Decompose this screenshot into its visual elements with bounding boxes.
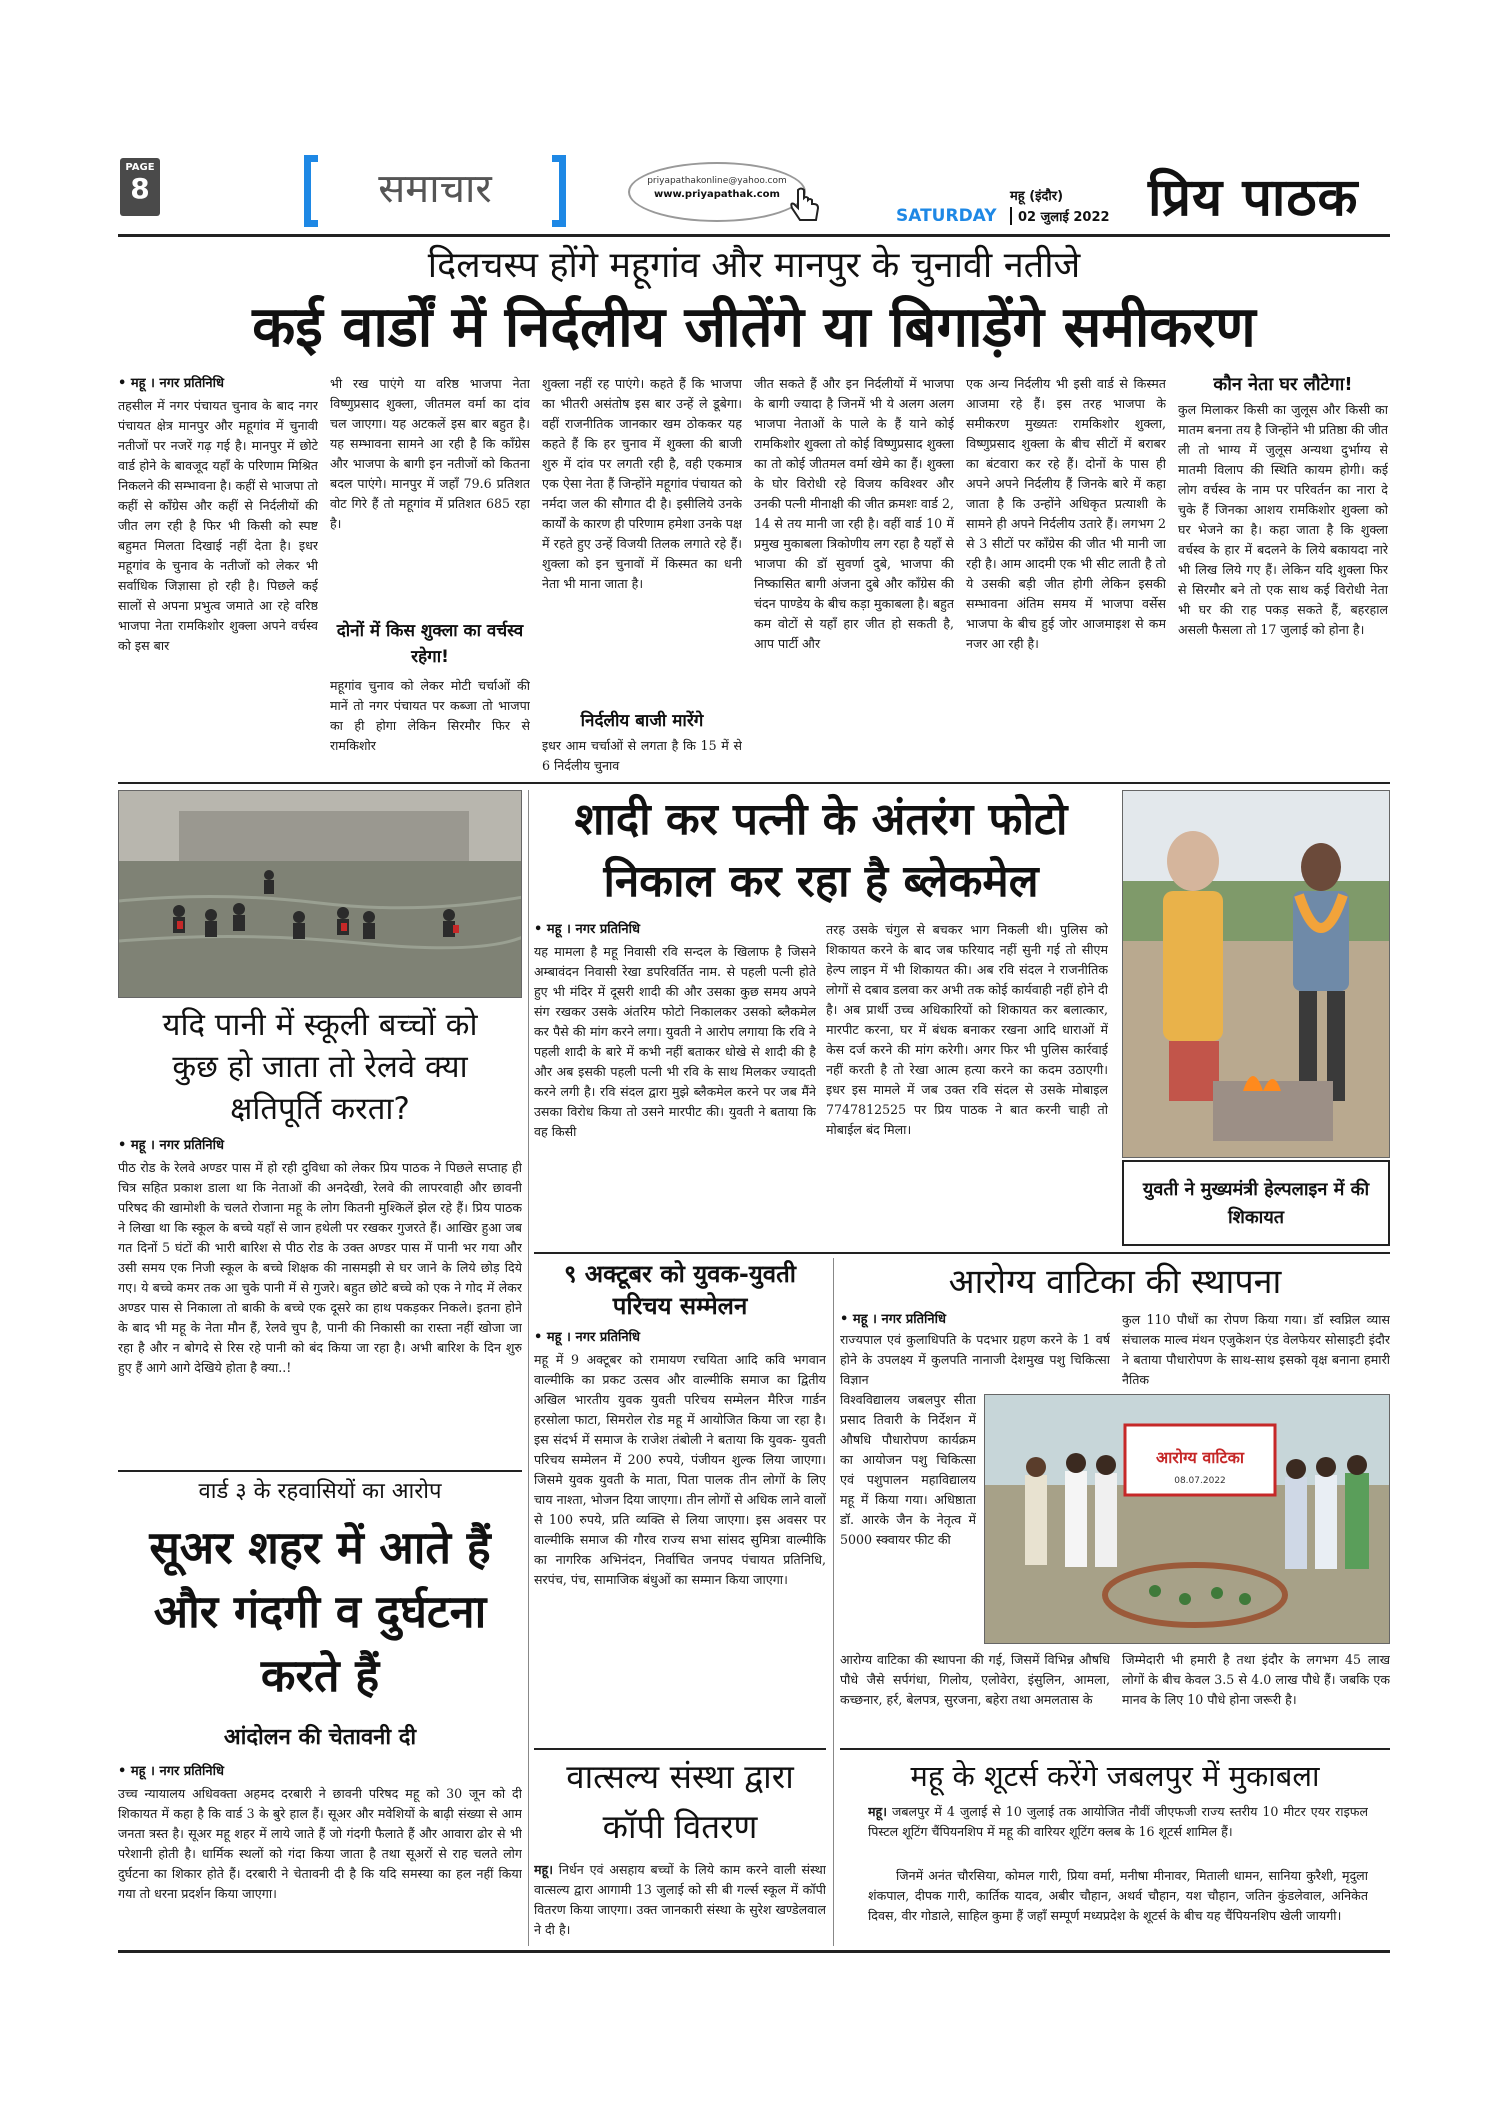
shooters-para-2: जिनमें अनंत चौरसिया, कोमल गारी, प्रिया वर्मा, मनीषा मीनावर, मिताली धामन, सानिया कुरैशी, मृदुला शंकपाल, दीपक गारी, कार्तिक यादव, अबीर चौहान, अथर्व चौहान, यश चौहान, जतिन कुंडलेवाल, अनिकेत दिवस, वीर गोडाले, साहिल कुमा हैं जहाँ सम्पूर्ण मध्यप्रदेश के शूटर्स के बीच यह चैंपियनशिप खेली जायगी। xyxy=(868,1868,1368,1923)
ward3-dateline: • महू । नगर प्रतिनिधि xyxy=(118,1764,224,1779)
vatsalya-headline: वात्सल्य संस्था द्वारा कॉपी वितरण xyxy=(566,1757,794,1846)
website-text[interactable]: www.priyapathak.com xyxy=(654,189,780,200)
blackmail-dateline: • महू । नगर प्रतिनिधि xyxy=(534,922,640,937)
paper-logo: प्रिय पाठक xyxy=(1148,168,1359,228)
bracket-right-icon xyxy=(552,155,566,227)
section-title: समाचार xyxy=(378,166,492,212)
blackmail-headline-2: निकाल कर रहा है ब्लेकमेल xyxy=(603,856,1039,907)
wedding-caption-text: युवती ने मुख्यमंत्री हेल्पलाइन में की शिकायत xyxy=(1142,1179,1370,1228)
page-bottom-rule xyxy=(118,1950,1390,1953)
vatsalya-lead-word: महू। xyxy=(534,1862,553,1877)
lead-col3a: शुक्ला नहीं रह पाएंगे। कहते हैं कि भाजपा का भीतरी असंतोष इस बार उन्हें ले डूबेगा। वहीं राजनीतिक जानकार खम ठोककर यह कहते हैं कि हर चुनाव में शुक्ला की बाजी शुरु में दांव पर लगती रही है, वही एकमात्र एक ऐसा नेता हैं जिन्होंने महूगांव पंचायत को नर्मदा जल की सौगात दी है। इसीलिये उनके कार्यों के कारण ही परिणाम हमेशा उनके पक्ष में रहते हुए उन्हें विजयी तिलक लगाते रहे हैं। शुक्ला को इन चुनावों में किस्मत का धनी नेता भी माना जाता है। xyxy=(542,376,742,591)
ward3-body: उच्च न्यायालय अधिवक्ता अहमद दरबारी ने छावनी परिषद महू को 30 जून को दी शिकायत में कहा है कि वार्ड 3 के बुरे हाल हैं। सूअर और मवेशियों के बाढ़ी संख्या से आम जनता त्रस्त है। सूअर महू शहर में लाये जाते हैं जो गंदगी फैलाते हैं और आवारा ढोर से भी परेशानी होती है। धार्मिक स्थलों को गंदा किया जाता है तथा सूअरों से राह चलते लोग दुर्घटना का शिकार होते हैं। दरबारी ने चेतावनी दी है कि यदि समस्या का हल नहीं किया गया तो धरना प्रदर्शन किया जाएगा। xyxy=(118,1786,522,1901)
ward3-kicker: वार्ड ३ के रहवासियों का आरोप xyxy=(198,1479,442,1504)
flooded-underpass-image xyxy=(119,791,522,998)
shooters-para-1 xyxy=(868,1802,1368,1864)
contact-oval xyxy=(628,162,806,222)
lead-col2b: महूगांव चुनाव को लेकर मोटी चर्चाओं की मानें तो नगर पंचायत पर कब्जा तो भाजपा का ही होगा लेकिन सिरमौर फिर से रामकिशोर xyxy=(330,678,530,753)
blackmail-col2: तरह उसके चंगुल से बचकर भाग निकली थी। पुलिस को शिकायत करने के बाद जब फरियाद नहीं सुनी गई तो सीएम हेल्प लाइन में भी शिकायत की। अब रवि संदल ने राजनीतिक लोगों से दबाव डलवा कर अभी तक कोई कार्यवाही नहीं होने दी है। अब प्रार्थी उच्च अधिकारियों को शिकायत कर बलात्कार, मारपीट करना, घर में बंधक बनाकर रखना आदि धाराओं में केस दर्ज करने की मांग करेगी। अगर फिर भी पुलिस कार्रवाई नहीं करती है तो रेखा आत्म हत्या करने का कदम उठाएगी। इधर इस मामले में जब उक्त रवि संदल से उसके मोबाइल 7747812525 पर प्रिय पाठक ने बात करनी चाही तो मोबाईल बंद मिला। xyxy=(826,922,1108,1137)
arogya-rule xyxy=(840,1748,1390,1750)
pointing-hand-icon xyxy=(786,186,826,226)
arogya-banner-date: 08.07.2022 xyxy=(1174,1476,1226,1486)
ward3-subhead: आंदोलन की चेतावनी दी xyxy=(223,1725,417,1750)
lead-dateline: • महू । नगर प्रतिनिधि xyxy=(118,376,224,391)
arogya-col1-side: विश्वविद्यालय जबलपुर सीता प्रसाद तिवारी के निर्देशन में औषधि पौधारोपण कार्यक्रम का आयोजन पशु चिकित्सा एवं पशुपालन महाविद्यालय महू में किया गया। अधिष्ठाता डॉ. आरके जैन के नेतृत्व में 5000 स्क्वायर फीट की xyxy=(840,1392,976,1547)
arogya-col2-bottom: जिम्मेदारी भी हमारी है तथा इंदौर के लगभग 45 लाख लोगों के बीच केवल 3.5 से 4.0 लाख पौधे हैं। जबकि एक मानव के लिए 10 पौधे होना जरूरी है। xyxy=(1122,1652,1390,1707)
shooters-para-1-text: जबलपुर में 4 जुलाई से 10 जुलाई तक आयोजित नौवीं जीएफजी राज्य स्तरीय 10 मीटर एयर राइफल पिस्टल शूटिंग चैंपियनशिप में महू की वारियर शूटिंग क्लब के 16 शूटर्स शामिल हैं। xyxy=(868,1804,1368,1839)
parichay-rule xyxy=(534,1748,826,1750)
lead-subhead-3: कौन नेता घर लौटेगा! xyxy=(1213,374,1353,395)
arogya-dateline: • महू । नगर प्रतिनिधि xyxy=(840,1312,946,1327)
railway-rule xyxy=(118,1470,522,1472)
wedding-photo xyxy=(1122,790,1390,1158)
lead-subhead-1: दोनों में किस शुक्ला का वर्चस्व रहेगा! xyxy=(336,621,524,667)
lead-col3b: इधर आम चर्चाओं से लगता है कि 15 में से 6 निर्दलीय चुनाव xyxy=(542,738,742,773)
lead-col5: एक अन्य निर्दलीय भी इसी वार्ड से किस्मत आजमा रहे हैं। इस तरह भाजपा के समीकरण मुख्यतः रामकिशोर शुक्ला, विष्णुप्रसाद शुक्ला के बीच सीटों में बराबर का बंटवारा कर रहे हैं। दोनों के पास ही अपने अपने निर्दलीय हैं जिनके बारे में कहा जाता है कि उन्होंने अधिकृत प्रत्याशी के सामने ही अपने निर्दलीय उतारे हैं। लगभग 2 से 3 सीटों पर कॉंग्रेस की जीत भी मानी जा रही है। आम आदमी एक भी सीट लाती है तो ये उसकी बड़ी जीत होगी लेकिन इसकी सम्भावना अंतिम समय में भाजपा वर्सेस भाजपा के बीच हुई जोर आजमाइश से कम नजर आ रही है। xyxy=(966,376,1166,651)
date-label: 02 जुलाई 2022 xyxy=(1010,207,1110,225)
blackmail-rule xyxy=(534,1252,1390,1254)
blackmail-headline-1: शादी कर पत्नी के अंतरंग फोटो xyxy=(574,794,1068,845)
arogya-photo xyxy=(984,1394,1390,1644)
page-number: 8 xyxy=(130,172,150,205)
shooters-lead-word: महू। xyxy=(868,1804,887,1819)
city-label: महू (इंदौर) xyxy=(1010,189,1064,204)
vatsalya-text xyxy=(534,1860,826,1940)
vatsalya-body: निर्धन एवं असहाय बच्चों के लिये काम करने वाली संस्था वात्सल्य द्वारा आगामी 13 जुलाई को सी बी गर्ल्स स्कूल में कॉपी वितरण किया जाएगा। उक्त जानकारी संस्था के सुरेश खण्डेलवाल ने दी है। xyxy=(534,1862,826,1937)
flooded-underpass-photo xyxy=(118,790,522,998)
wedding-image xyxy=(1123,791,1390,1158)
lead-subhead-2: निर्दलीय बाजी मारेंगे xyxy=(580,711,704,731)
day-label: SATURDAY xyxy=(896,206,997,226)
bracket-left-icon xyxy=(304,155,318,227)
arogya-image xyxy=(985,1395,1390,1644)
masthead-rule xyxy=(118,234,1390,237)
railway-body: पीठ रोड के रेलवे अण्डर पास में हो रही दुविधा को लेकर प्रिय पाठक ने पिछले सप्ताह ही चित्र सहित प्रकाश डाला था कि नेताओं की अनदेखी, रेलवे की लापरवाही और छावनी परिषद की खामोशी के चलते रोजाना महू के लोग कितनी मुश्किलें झेल रहे हैं। प्रिय पाठक ने लिखा था कि स्कूल के बच्चे यहाँ से जान हथेली पर रखकर गुजरते हैं। आखिर हुआ जब गत दिनों 5 घंटों की भारी बारिश से पीठ रोड के उक्त अण्डर पास में पानी भर गया और उसी समय एक निजी स्कूल के बच्चे शिक्षक की नासमझी से घर जाने के लिये छोड़ दिये गए। ये बच्चे कमर तक आ चुके पानी में से गुजरे। बहुत छोटे बच्चे को एक ने गोद में लेकर अण्डर पास से निकाला तो बाकी के बच्चे एक दूसरे का हाथ पकड़कर निकले। इतना होने के बाद भी महू के नेता मौन हैं, रेलवे चुप है, पानी की निकासी का रास्ता नहीं खोजा जा रहा है और न बोगदे से रिस रहे पानी को बंद किया जा रहा है। अभी बारिश के दिन शुरु हुए हैं आगे आगे देखिये होता है क्या..! xyxy=(118,1160,522,1375)
lead-col2a: भी रख पाएंगे या वरिष्ठ भाजपा नेता विष्णुप्रसाद शुक्ला, जीतमल वर्मा का दांव चल जाएगा। यह अटकलें इस बार बहुत है। यह सम्भावना सामने आ रही है कि कॉंग्रेस और भाजपा के बागी इन नतीजों को कितना बदल पाएंगे। मानपुर में जहाँ 79.6 प्रतिशत वोट गिरे हैं तो महूगांव में प्रतिशत 685 रहा है। xyxy=(330,376,530,531)
lead-headline: कई वार्डों में निर्दलीय जीतेंगे या बिगाड़ेंगे समीकरण xyxy=(252,295,1256,360)
arogya-col1-bottom: आरोग्य वाटिका की स्थापना की गई, जिसमें विभिन्न औषधि पौधे जैसे सर्पगंधा, गिलोय, एलोवेरा, इंसुलिन, आमला, कच्छनार, हर्र, बेलपत्र, सुरजना, बहेरा तथा अमलतास के xyxy=(840,1652,1110,1707)
page-label: PAGE xyxy=(125,162,155,173)
lead-col1: तहसील में नगर पंचायत चुनाव के बाद नगर पंचायत क्षेत्र मानपुर और महूगांव में चुनावी नतीजों पर नजरें गढ़ गई है। मानपुर में छोटे वार्ड होने के बावजूद यहाँ के परिणाम मिश्रित निकलने की सम्भावना है। कहीं से भाजपा तो कहीं से कॉंग्रेस और कहीं से निर्दलीयों की जीत लग रही है फिर भी किसी को स्पष्ट बहुमत मिलता दिखाई नहीं देता है। इधर महूगांव के चुनाव के नतीजों को लेकर भी सर्वाधिक जिज्ञासा हो रही है। पिछले कई सालों से अपना प्रभुत्व जमाते आ रहे वरिष्ठ भाजपा नेता रामकिशोर शुक्ला अपने वर्चस्व को इस बार xyxy=(118,398,318,653)
column-rule-right xyxy=(833,1258,834,1946)
shooters-headline: महू के शूटर्स करेंगे जबलपुर में मुकाबला xyxy=(910,1759,1320,1793)
railway-headline: यदि पानी में स्कूली बच्चों को कुछ हो जाता तो रेलवे क्या क्षतिपूर्ति करता? xyxy=(162,1007,478,1127)
arogya-col1-top: राज्यपाल एवं कुलाधिपति के पदभार ग्रहण करने के 1 वर्ष होने के उपलक्ष्य में कुलपति नानाजी देशमुख पशु चिकित्सा विज्ञान xyxy=(840,1332,1110,1387)
blackmail-col1: यह मामला है महू निवासी रवि सन्दल के खिलाफ है जिसने अम्बावंदन निवासी रेखा डपरिवर्तित नाम. से पहली पत्नी होते हुए भी मंदिर में दूसरी शादी की और उसका कुछ समय अपने संग रखकर उसके अंतरिम फोटो निकालकर उसको ब्लैकमेल कर पैसे की मांग करने लगा। युवती ने आरोप लगाया कि रवि ने पहली शादी के बारे में कभी नहीं बताकर धोखे से शादी की है और अब इसकी पहली पत्नी भी रवि के साथ मिलकर ज्यादती करने लगी है। रवि संदल द्वारा मुझे ब्लैकमेल करने पर जब मैंने उसका विरोध किया तो उसने मारपीट की। युवती ने बताया कि वह किसी xyxy=(534,944,816,1139)
ward3-headline: सूअर शहर में आते हैं और गंदगी व दुर्घटना करते हैं xyxy=(149,1521,491,1702)
parichay-body: महू में 9 अक्टूबर को रामायण रचयिता आदि कवि भगवान वाल्मीकि का प्रकट उत्सव और वाल्मीकि समाज का द्वितीय अखिल भारतीय युवक युवती परिचय सम्मेलन मैरिज गार्डन हरसोला फाटा, सिमरोल रोड महू में आयोजित किया जा रहा है। इस संदर्भ में समाज के राजेश तंबोली ने बताया कि युवक- युवती परिचय सम्मेलन में 200 रुपये, पंजीयन शुल्क लिया जाएगा। जिसमे युवक युवती के माता, पिता पालक तीन लोगों के लिए चाय नाश्ता, भोजन दिया जाएगा। तीन लोगों से अधिक लाने वालों से 100 रुपये, प्रति व्यक्ति से लिया जाएगा। इस अवसर पर वाल्मीकि समाज की गौरव राज्य सभा सांसद सुमित्रा वाल्मीकि का नागरिक अभिनंदन, निर्वाचित जनपद पंचायत प्रतिनिधि, सरपंच, पंच, सामाजिक बंधुओं का सम्मान किया जाएगा। xyxy=(534,1352,826,1587)
arogya-col2-top: कुल 110 पौधों का रोपण किया गया। डॉ स्वप्निल व्यास संचालक माल्व मंथन एजुकेशन एंड वेलफेयर सोसाइटी इंदौर ने बताया पौधारोपण के साथ-साथ इसको वृक्ष बनाना हमारी नैतिक xyxy=(1122,1312,1390,1387)
column-rule-left xyxy=(528,790,529,1946)
page-number-box xyxy=(120,158,160,216)
wedding-caption xyxy=(1122,1160,1390,1246)
lead-col4: जीत सकते हैं और इन निर्दलीयों में भाजपा के बागी ज्यादा है जिनमें भी ये अलग अलग भाजपा नेताओं के पाले के हैं याने कोई रामकिशोर शुक्ला तो कोई विष्णुप्रसाद शुक्ला का तो कोई जीतमल वर्मा खेमे का हैं। शुक्ला के घोर विरोधी रहे विजय कविश्वर और उनकी पत्नी मीनाक्षी की जीत क्रमशः वार्ड 2, 14 से तय मानी जा रही है। वहीं वार्ड 10 में प्रमुख मुकाबला त्रिकोणीय लग रहा है यहाँ से भाजपा की डॉ सुवर्णा दुबे, भाजपा की निष्कासित बागी अंजना दुबे और कॉंग्रेस की चंदन पाण्डेय के बीच कड़ा मुकाबला है। बहुत कम वोटों से यहाँ हार जीत हो सकती है, आप पार्टी और xyxy=(754,376,954,651)
lead-bottom-rule xyxy=(118,782,1390,784)
lead-col6: कुल मिलाकर किसी का जुलूस और किसी का मातम बनना तय है जिन्होंने भी प्रतिष्ठा की जीत ली तो भाग्य में जुलूस अन्यथा दुर्भाग्य से मातमी विलाप की स्थिति कायम होगी। कई लोग वर्चस्व के नाम पर परिवर्तन का नारा दे चुके हैं जिनका आशय रामकिशोर शुक्ला को घर भेजने का है। कहा जाता है कि शुक्ला वर्चस्व के हार में बदलने के लिये बकायदा नारे भी लिख लिये गए हैं। लेकिन यदि शुक्ला फिर से सिरमौर बने तो एक साथ कई विरोधी नेता भी घर की राह पकड़ सकते हैं, बहरहाल असली फैसला तो 17 जुलाई को होना है। xyxy=(1178,402,1388,637)
parichay-headline: ९ अक्टूबर को युवक-युवती परिचय सम्मेलन xyxy=(563,1260,797,1320)
arogya-headline: आरोग्य वाटिका की स्थापना xyxy=(948,1262,1282,1302)
lead-kicker: दिलचस्प होंगे महूगांव और मानपुर के चुनावी नतीजे xyxy=(427,245,1081,286)
section-banner xyxy=(304,155,566,227)
email-text[interactable]: priyapathakonline@yahoo.com xyxy=(647,176,787,186)
railway-dateline: • महू । नगर प्रतिनिधि xyxy=(118,1138,224,1153)
arogya-banner-text: आरोग्य वाटिका xyxy=(1155,1448,1245,1467)
parichay-dateline: • महू । नगर प्रतिनिधि xyxy=(534,1330,640,1345)
